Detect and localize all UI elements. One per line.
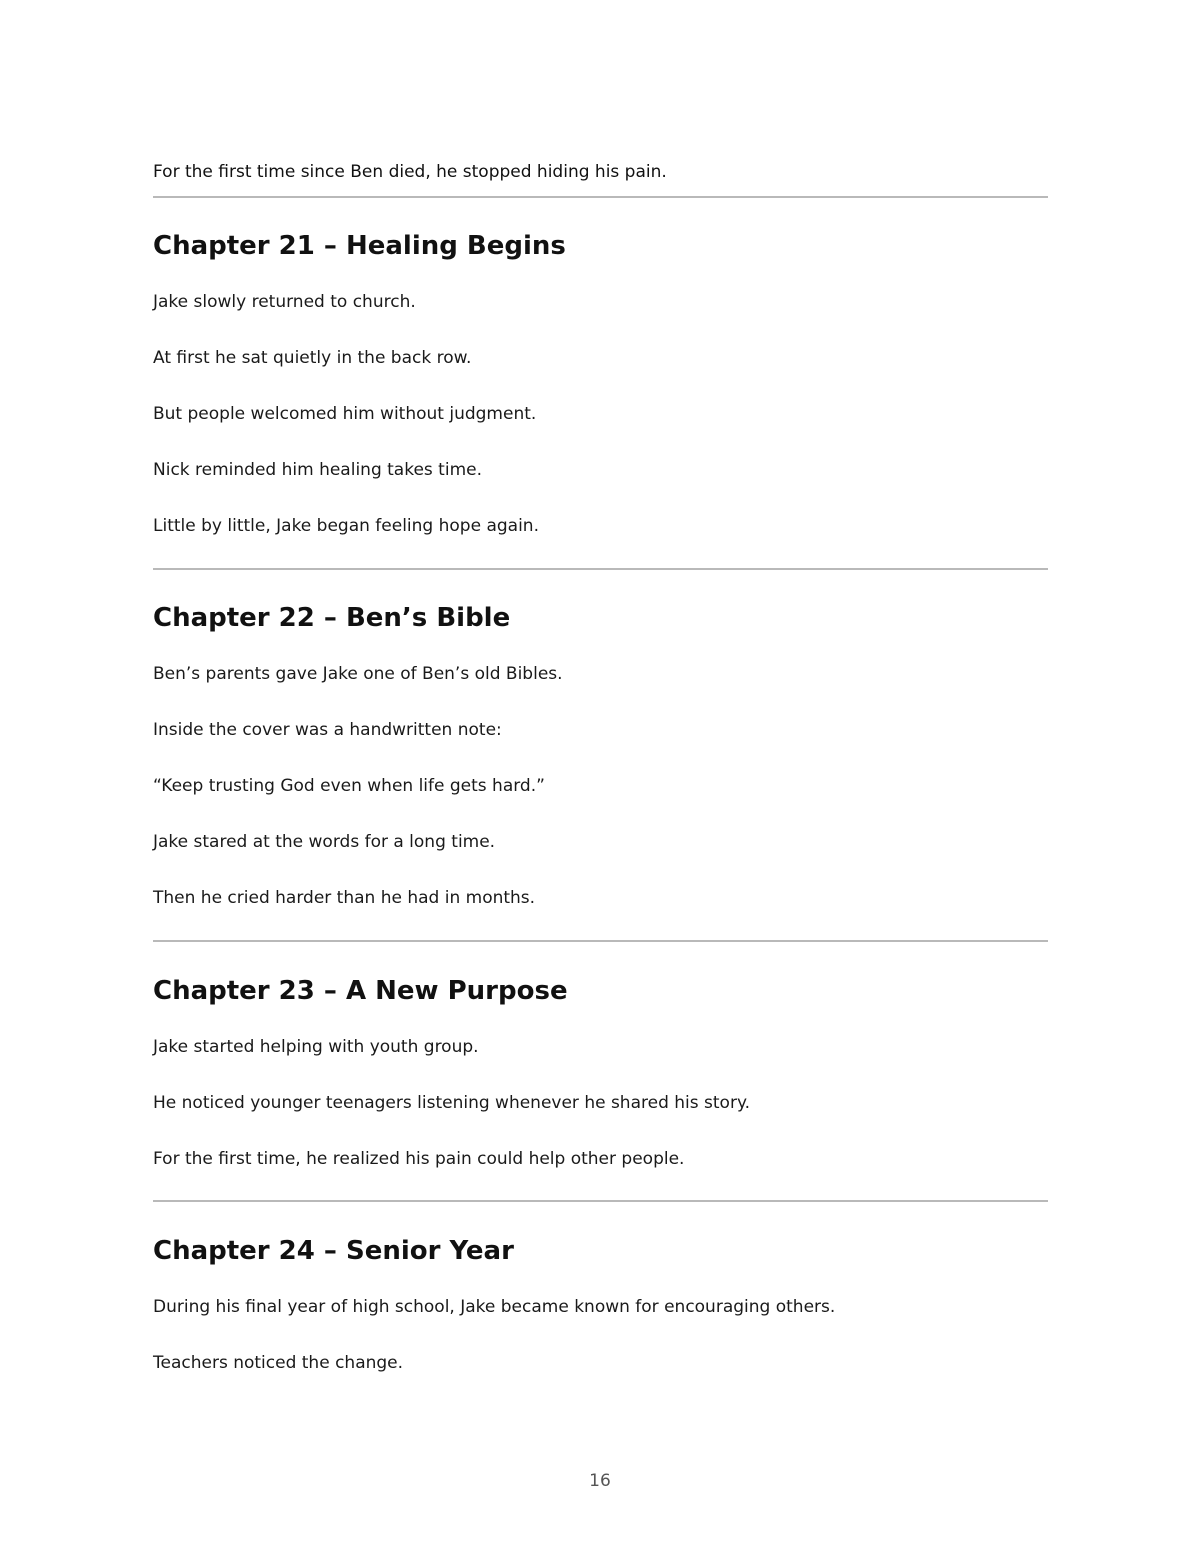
chapter-paragraph: Inside the cover was a handwritten note: <box>153 720 502 740</box>
chapter-paragraph: At first he sat quietly in the back row. <box>153 348 472 368</box>
section-divider <box>153 196 1048 198</box>
intro-paragraph: For the first time since Ben died, he stopped hiding his pain. <box>153 162 667 182</box>
chapter-section <box>153 940 1048 1169</box>
page-number: 16 <box>589 1471 611 1491</box>
chapter-heading: Chapter 23 – A New Purpose <box>153 976 568 1006</box>
section-divider <box>153 1200 1048 1202</box>
chapter-heading: Chapter 22 – Ben’s Bible <box>153 603 511 633</box>
chapter-paragraph: Teachers noticed the change. <box>153 1353 404 1373</box>
chapter-paragraph: He noticed younger teenagers listening whenever he shared his story. <box>153 1093 750 1113</box>
chapter-section <box>153 196 1048 536</box>
chapter-paragraph: Jake stared at the words for a long time. <box>153 832 496 852</box>
chapter-paragraph: For the first time, he realized his pain could help other people. <box>153 1149 685 1169</box>
chapter-section <box>153 568 1048 908</box>
chapter-heading: Chapter 21 – Healing Begins <box>153 231 566 261</box>
chapter-paragraph: During his final year of high school, Jake became known for encouraging others. <box>153 1297 836 1317</box>
chapter-paragraph: Jake started helping with youth group. <box>153 1037 479 1057</box>
section-divider <box>153 568 1048 570</box>
chapter-paragraph: Nick reminded him healing takes time. <box>153 460 482 480</box>
chapter-paragraph: “Keep trusting God even when life gets hard.” <box>153 776 545 796</box>
chapter-paragraph: Little by little, Jake began feeling hope again. <box>153 516 539 536</box>
chapter-paragraph: Then he cried harder than he had in months. <box>153 888 536 908</box>
chapter-paragraph: Jake slowly returned to church. <box>153 292 416 312</box>
chapter-heading: Chapter 24 – Senior Year <box>153 1236 514 1266</box>
chapter-section <box>153 1200 1048 1373</box>
chapter-paragraph: Ben’s parents gave Jake one of Ben’s old Bibles. <box>153 664 563 684</box>
section-divider <box>153 940 1048 942</box>
chapter-paragraph: But people welcomed him without judgment. <box>153 404 537 424</box>
